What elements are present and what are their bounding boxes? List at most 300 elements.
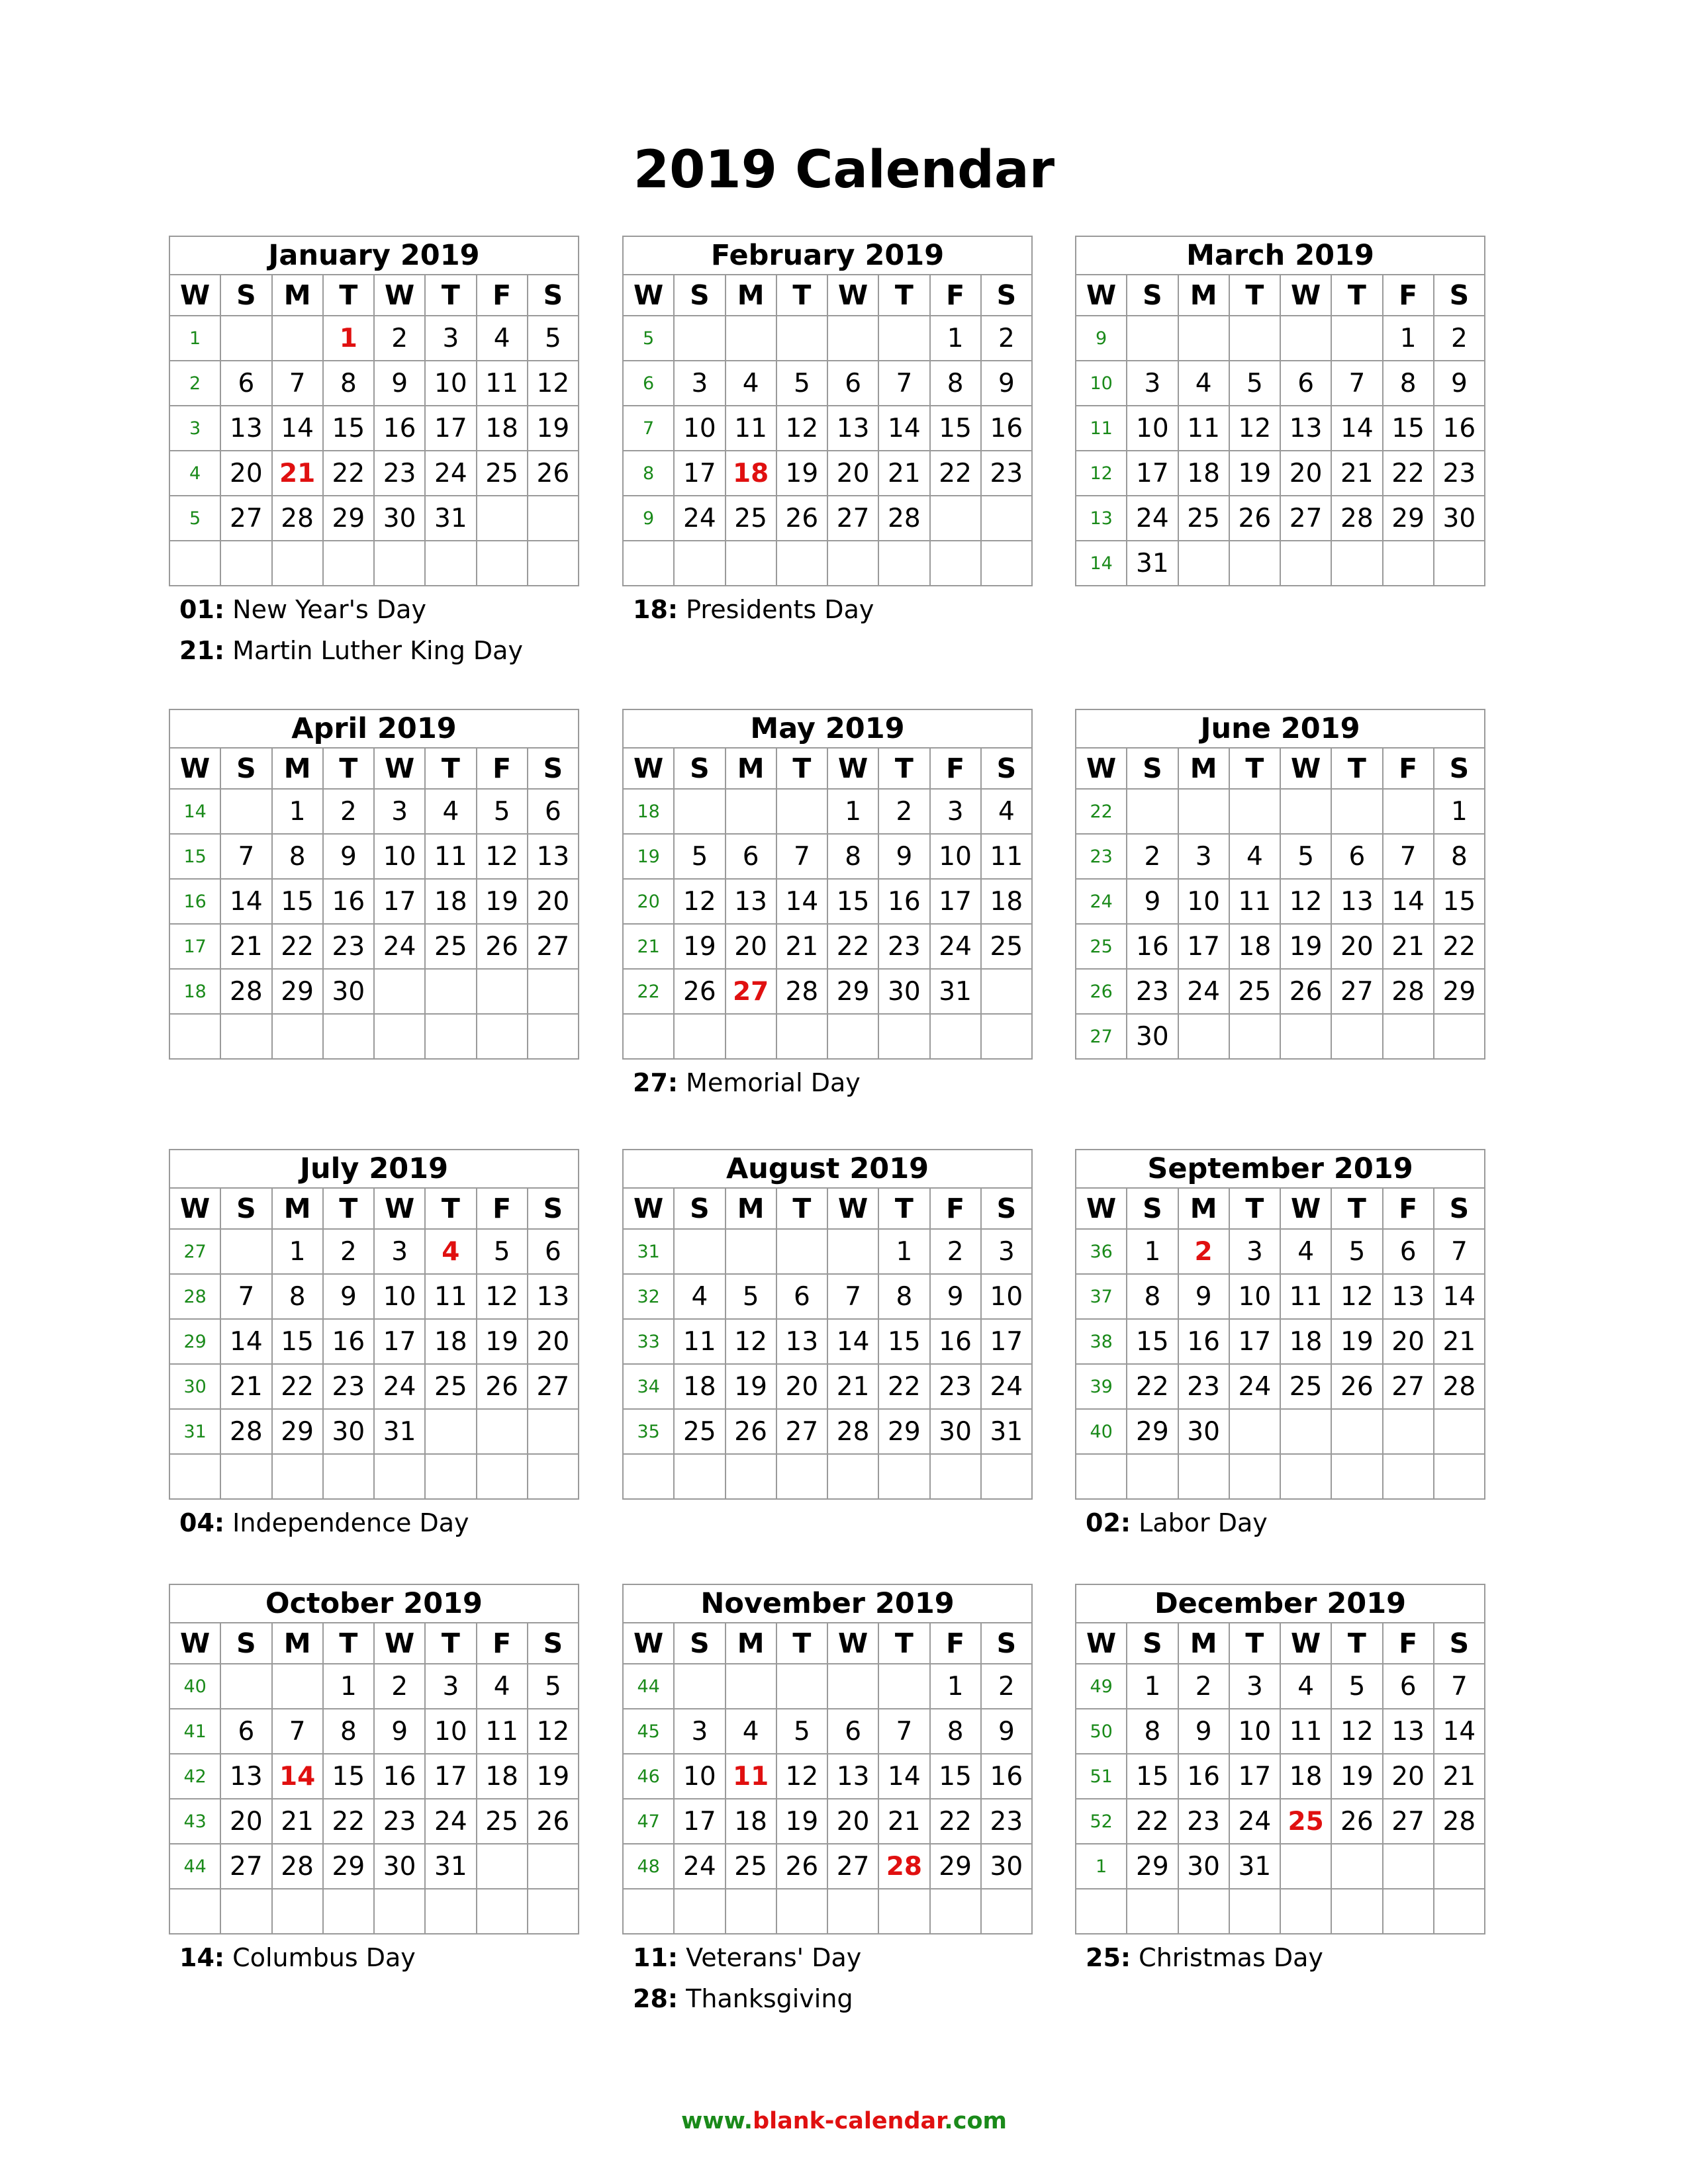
week-number: 45 — [623, 1709, 674, 1754]
day-cell: 17 — [425, 406, 476, 451]
day-cell: 23 — [374, 1799, 425, 1844]
day-cell: 21 — [827, 1364, 878, 1409]
day-cell: 14 — [220, 879, 271, 924]
day-cell: 6 — [827, 361, 878, 406]
week-number: 37 — [1076, 1274, 1127, 1319]
holiday-day-cell: 14 — [272, 1754, 323, 1799]
day-cell: 9 — [981, 361, 1032, 406]
day-cell: 20 — [726, 924, 776, 969]
weekday-header: S — [674, 1188, 725, 1229]
day-cell: 22 — [930, 1799, 981, 1844]
day-cell: 19 — [776, 451, 827, 496]
day-cell: 2 — [981, 1664, 1032, 1709]
day-cell: 29 — [323, 1844, 374, 1889]
day-cell: 5 — [1229, 361, 1280, 406]
day-cell: 14 — [1331, 406, 1382, 451]
week-number: 31 — [623, 1229, 674, 1274]
weekday-header: T — [1331, 275, 1382, 316]
day-cell: 23 — [1178, 1799, 1229, 1844]
day-cell: 3 — [1229, 1229, 1280, 1274]
month-title: May 2019 — [623, 709, 1032, 748]
day-cell: 16 — [323, 1319, 374, 1364]
month-table — [622, 236, 1033, 586]
weekday-header: S — [528, 748, 579, 789]
day-cell — [220, 1889, 271, 1934]
day-cell: 28 — [220, 1409, 271, 1454]
day-cell — [776, 1889, 827, 1934]
day-cell — [726, 1664, 776, 1709]
day-cell: 1 — [272, 1229, 323, 1274]
holiday-day-cell: 4 — [425, 1229, 476, 1274]
day-cell: 11 — [1229, 879, 1280, 924]
day-cell: 23 — [981, 451, 1032, 496]
week-number: 9 — [623, 496, 674, 541]
day-cell: 6 — [776, 1274, 827, 1319]
holiday-date: 11: — [633, 1943, 679, 1972]
day-cell: 1 — [1127, 1229, 1178, 1274]
day-cell: 21 — [220, 1364, 271, 1409]
day-cell — [981, 496, 1032, 541]
day-cell: 15 — [323, 406, 374, 451]
day-cell: 10 — [930, 834, 981, 879]
week-number: 18 — [623, 789, 674, 834]
week-number: 17 — [169, 924, 220, 969]
week-number: 40 — [169, 1664, 220, 1709]
day-cell — [1280, 1014, 1331, 1059]
weekday-header: T — [323, 1188, 374, 1229]
day-cell: 7 — [220, 834, 271, 879]
day-cell: 31 — [425, 1844, 476, 1889]
holiday-item — [633, 1978, 1033, 2019]
site-url[interactable] — [0, 2105, 1688, 2138]
day-cell: 5 — [528, 1664, 579, 1709]
day-cell: 4 — [425, 789, 476, 834]
day-cell: 17 — [674, 451, 725, 496]
day-cell: 19 — [1229, 451, 1280, 496]
day-cell — [930, 1014, 981, 1059]
week-number: 3 — [169, 406, 220, 451]
holiday-date: 27: — [633, 1068, 679, 1097]
week-number: 11 — [1076, 406, 1127, 451]
day-cell — [323, 1889, 374, 1934]
day-cell — [878, 1889, 929, 1934]
day-cell: 4 — [726, 1709, 776, 1754]
month-table — [1075, 1584, 1485, 1934]
day-cell: 3 — [374, 789, 425, 834]
day-cell: 30 — [374, 1844, 425, 1889]
day-cell — [477, 1844, 528, 1889]
day-cell — [477, 496, 528, 541]
day-cell: 1 — [1127, 1664, 1178, 1709]
week-number: 30 — [169, 1364, 220, 1409]
holiday-name: Thanksgiving — [686, 1984, 853, 2013]
day-cell: 22 — [827, 924, 878, 969]
day-cell — [477, 1889, 528, 1934]
day-cell: 14 — [827, 1319, 878, 1364]
day-cell: 19 — [1331, 1319, 1382, 1364]
day-cell — [776, 1229, 827, 1274]
day-cell: 10 — [1178, 879, 1229, 924]
day-cell — [1127, 1454, 1178, 1499]
day-cell: 11 — [1280, 1709, 1331, 1754]
day-cell: 1 — [272, 789, 323, 834]
day-cell: 16 — [1434, 406, 1485, 451]
weekday-header: S — [1127, 275, 1178, 316]
day-cell: 11 — [674, 1319, 725, 1364]
day-cell: 24 — [1229, 1364, 1280, 1409]
day-cell: 22 — [1127, 1799, 1178, 1844]
weekday-header: M — [1178, 275, 1229, 316]
day-cell: 17 — [1127, 451, 1178, 496]
day-cell: 21 — [1383, 924, 1434, 969]
day-cell: 12 — [1229, 406, 1280, 451]
day-cell: 22 — [1127, 1364, 1178, 1409]
holiday-name: Columbus Day — [232, 1943, 416, 1972]
day-cell: 12 — [776, 406, 827, 451]
day-cell: 1 — [1383, 316, 1434, 361]
weekday-header: M — [272, 275, 323, 316]
day-cell: 20 — [528, 1319, 579, 1364]
week-number: 19 — [623, 834, 674, 879]
day-cell: 7 — [1434, 1664, 1485, 1709]
day-cell — [930, 1454, 981, 1499]
week-number — [169, 1889, 220, 1934]
day-cell — [1178, 316, 1229, 361]
day-cell: 10 — [981, 1274, 1032, 1319]
month-calendar — [1075, 709, 1485, 1062]
day-cell — [323, 1014, 374, 1059]
day-cell — [1229, 1889, 1280, 1934]
day-cell: 19 — [1280, 924, 1331, 969]
weekday-header: T — [1331, 1188, 1382, 1229]
day-cell: 4 — [1178, 361, 1229, 406]
holiday-item — [633, 1937, 1033, 1978]
day-cell: 2 — [981, 316, 1032, 361]
month-title: April 2019 — [169, 709, 579, 748]
week-number-header: W — [623, 275, 674, 316]
day-cell — [272, 541, 323, 586]
day-cell: 8 — [272, 834, 323, 879]
day-cell: 30 — [981, 1844, 1032, 1889]
day-cell: 24 — [1127, 496, 1178, 541]
day-cell: 12 — [776, 1754, 827, 1799]
day-cell — [1434, 541, 1485, 586]
week-number-header: W — [1076, 1623, 1127, 1664]
day-cell — [1331, 1844, 1382, 1889]
day-cell: 19 — [477, 879, 528, 924]
day-cell: 13 — [528, 1274, 579, 1319]
day-cell: 9 — [323, 834, 374, 879]
week-number-header: W — [169, 275, 220, 316]
day-cell: 21 — [1434, 1319, 1485, 1364]
weekday-header: T — [878, 1623, 929, 1664]
month-calendar — [622, 1149, 1033, 1502]
day-cell: 30 — [1178, 1409, 1229, 1454]
day-cell — [425, 969, 476, 1014]
day-cell: 2 — [930, 1229, 981, 1274]
day-cell: 23 — [1127, 969, 1178, 1014]
day-cell: 16 — [878, 879, 929, 924]
day-cell: 21 — [1331, 451, 1382, 496]
weekday-header: F — [930, 1188, 981, 1229]
month-title: August 2019 — [623, 1150, 1032, 1188]
day-cell: 24 — [674, 1844, 725, 1889]
month-table — [1075, 1149, 1485, 1500]
holiday-item — [633, 1062, 1033, 1103]
day-cell — [827, 541, 878, 586]
day-cell — [726, 1454, 776, 1499]
day-cell: 2 — [1434, 316, 1485, 361]
day-cell — [726, 1229, 776, 1274]
week-number-header: W — [623, 1623, 674, 1664]
week-number-header: W — [623, 1188, 674, 1229]
day-cell — [528, 1454, 579, 1499]
weekday-header: T — [1331, 748, 1382, 789]
day-cell — [674, 316, 725, 361]
day-cell — [1434, 1454, 1485, 1499]
day-cell: 16 — [374, 406, 425, 451]
day-cell: 20 — [827, 451, 878, 496]
day-cell: 15 — [930, 406, 981, 451]
day-cell: 13 — [1331, 879, 1382, 924]
day-cell: 23 — [1178, 1364, 1229, 1409]
day-cell: 15 — [272, 879, 323, 924]
weekday-header: S — [981, 1188, 1032, 1229]
day-cell: 3 — [930, 789, 981, 834]
weekday-header: W — [827, 1623, 878, 1664]
month-title: September 2019 — [1076, 1150, 1485, 1188]
holiday-item — [1086, 1502, 1485, 1543]
holiday-list — [169, 1937, 579, 1978]
month-title: July 2019 — [169, 1150, 579, 1188]
weekday-header: F — [930, 275, 981, 316]
day-cell: 4 — [477, 316, 528, 361]
day-cell: 12 — [528, 1709, 579, 1754]
weekday-header: S — [981, 1623, 1032, 1664]
weekday-header: S — [220, 275, 271, 316]
week-number-header: W — [169, 1623, 220, 1664]
day-cell: 17 — [930, 879, 981, 924]
weekday-header: S — [674, 1623, 725, 1664]
weekday-header: S — [674, 275, 725, 316]
day-cell — [1178, 1014, 1229, 1059]
weekday-header: W — [374, 1188, 425, 1229]
day-cell: 2 — [1178, 1664, 1229, 1709]
day-cell: 10 — [1127, 406, 1178, 451]
day-cell: 30 — [878, 969, 929, 1014]
day-cell — [1280, 316, 1331, 361]
day-cell: 2 — [374, 1664, 425, 1709]
weekday-header: S — [1434, 748, 1485, 789]
month-calendar — [169, 1584, 579, 1978]
day-cell: 21 — [776, 924, 827, 969]
day-cell: 7 — [776, 834, 827, 879]
day-cell: 22 — [272, 924, 323, 969]
holiday-date: 25: — [1086, 1943, 1131, 1972]
holiday-date: 14: — [179, 1943, 225, 1972]
week-number — [623, 1014, 674, 1059]
month-calendar — [1075, 1149, 1485, 1543]
day-cell: 14 — [878, 1754, 929, 1799]
day-cell: 3 — [1229, 1664, 1280, 1709]
month-table — [622, 1149, 1033, 1500]
weekday-header: F — [477, 1188, 528, 1229]
day-cell: 28 — [1434, 1799, 1485, 1844]
day-cell — [1280, 1889, 1331, 1934]
day-cell: 24 — [425, 1799, 476, 1844]
weekday-header: S — [528, 275, 579, 316]
url-domain: blank-calendar — [753, 2108, 945, 2134]
month-calendar — [169, 236, 579, 671]
week-number: 32 — [623, 1274, 674, 1319]
day-cell — [1383, 541, 1434, 586]
day-cell — [1229, 1409, 1280, 1454]
day-cell: 14 — [220, 1319, 271, 1364]
weekday-header: F — [477, 748, 528, 789]
day-cell: 24 — [674, 496, 725, 541]
day-cell: 17 — [374, 879, 425, 924]
week-number: 34 — [623, 1364, 674, 1409]
day-cell — [1229, 541, 1280, 586]
month-table — [169, 236, 579, 586]
day-cell — [374, 1454, 425, 1499]
day-cell: 1 — [930, 1664, 981, 1709]
day-cell: 27 — [220, 496, 271, 541]
day-cell — [425, 1014, 476, 1059]
holiday-list — [169, 1502, 579, 1543]
week-number: 26 — [1076, 969, 1127, 1014]
day-cell — [726, 316, 776, 361]
day-cell: 8 — [1127, 1274, 1178, 1319]
month-table — [169, 1149, 579, 1500]
day-cell: 5 — [1331, 1664, 1382, 1709]
day-cell — [1229, 1014, 1280, 1059]
day-cell: 5 — [528, 316, 579, 361]
day-cell: 10 — [674, 406, 725, 451]
day-cell: 6 — [827, 1709, 878, 1754]
holiday-list — [622, 1937, 1033, 2019]
day-cell: 17 — [374, 1319, 425, 1364]
day-cell: 8 — [323, 1709, 374, 1754]
weekday-header: T — [1229, 748, 1280, 789]
weekday-header: T — [1331, 1623, 1382, 1664]
holiday-name: Labor Day — [1139, 1508, 1268, 1537]
day-cell: 24 — [1178, 969, 1229, 1014]
day-cell: 17 — [674, 1799, 725, 1844]
day-cell — [674, 541, 725, 586]
day-cell: 23 — [981, 1799, 1032, 1844]
day-cell — [1178, 789, 1229, 834]
day-cell: 14 — [1434, 1274, 1485, 1319]
weekday-header: S — [220, 1623, 271, 1664]
day-cell — [220, 789, 271, 834]
day-cell — [1229, 316, 1280, 361]
day-cell — [878, 541, 929, 586]
day-cell: 31 — [1127, 541, 1178, 586]
day-cell: 9 — [374, 361, 425, 406]
weekday-header: T — [425, 748, 476, 789]
day-cell: 28 — [220, 969, 271, 1014]
day-cell: 3 — [425, 1664, 476, 1709]
month-calendar — [1075, 236, 1485, 589]
day-cell — [776, 1014, 827, 1059]
day-cell: 10 — [1229, 1709, 1280, 1754]
day-cell: 25 — [1178, 496, 1229, 541]
day-cell: 8 — [930, 1709, 981, 1754]
day-cell — [1434, 1844, 1485, 1889]
weekday-header: W — [1280, 1188, 1331, 1229]
weekday-header: W — [1280, 275, 1331, 316]
holiday-date: 02: — [1086, 1508, 1131, 1537]
week-number: 5 — [169, 496, 220, 541]
weekday-header: M — [726, 275, 776, 316]
day-cell — [981, 541, 1032, 586]
day-cell: 18 — [477, 1754, 528, 1799]
day-cell — [930, 496, 981, 541]
day-cell: 28 — [1383, 969, 1434, 1014]
holiday-item — [179, 1502, 579, 1543]
day-cell: 13 — [220, 406, 271, 451]
day-cell — [425, 1889, 476, 1934]
day-cell — [827, 316, 878, 361]
day-cell — [827, 1664, 878, 1709]
week-number: 51 — [1076, 1754, 1127, 1799]
day-cell — [425, 541, 476, 586]
day-cell: 18 — [425, 1319, 476, 1364]
day-cell: 25 — [477, 1799, 528, 1844]
weekday-header: S — [1127, 1188, 1178, 1229]
holiday-item — [179, 589, 579, 630]
day-cell: 7 — [827, 1274, 878, 1319]
day-cell — [674, 1229, 725, 1274]
day-cell: 9 — [323, 1274, 374, 1319]
weekday-header: S — [1434, 275, 1485, 316]
day-cell — [1331, 1889, 1382, 1934]
day-cell: 26 — [477, 924, 528, 969]
day-cell: 16 — [930, 1319, 981, 1364]
holiday-name: New Year's Day — [232, 595, 426, 624]
day-cell: 19 — [528, 1754, 579, 1799]
month-title: December 2019 — [1076, 1584, 1485, 1623]
day-cell: 4 — [674, 1274, 725, 1319]
day-cell — [1229, 789, 1280, 834]
holiday-name: Independence Day — [232, 1508, 469, 1537]
day-cell: 20 — [1331, 924, 1382, 969]
day-cell: 29 — [1383, 496, 1434, 541]
weekday-header: S — [1127, 748, 1178, 789]
day-cell — [1127, 789, 1178, 834]
day-cell: 13 — [1280, 406, 1331, 451]
day-cell: 14 — [878, 406, 929, 451]
day-cell: 7 — [1434, 1229, 1485, 1274]
day-cell: 17 — [1229, 1754, 1280, 1799]
weekday-header: S — [528, 1188, 579, 1229]
holiday-day-cell: 1 — [323, 316, 374, 361]
day-cell: 24 — [981, 1364, 1032, 1409]
day-cell: 27 — [827, 496, 878, 541]
day-cell — [323, 1454, 374, 1499]
holiday-day-cell: 21 — [272, 451, 323, 496]
day-cell: 18 — [1178, 451, 1229, 496]
day-cell: 3 — [1127, 361, 1178, 406]
day-cell: 8 — [1127, 1709, 1178, 1754]
holiday-item — [179, 1937, 579, 1978]
day-cell — [528, 1844, 579, 1889]
month-calendar — [622, 709, 1033, 1103]
day-cell: 8 — [930, 361, 981, 406]
day-cell: 26 — [776, 496, 827, 541]
day-cell: 17 — [1229, 1319, 1280, 1364]
